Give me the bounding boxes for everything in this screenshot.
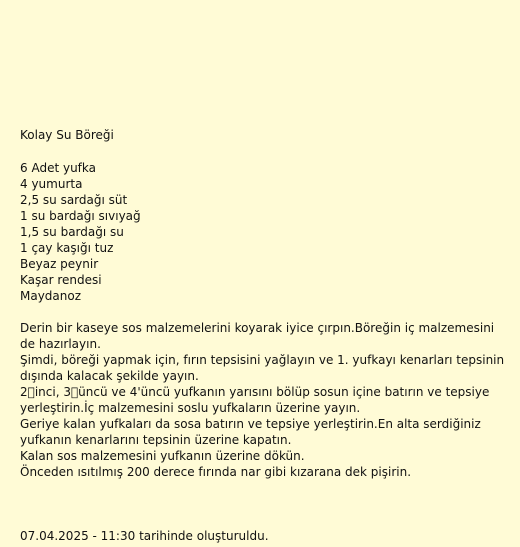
ingredient-item: 1,5 su bardağı su: [20, 225, 124, 239]
direction-step: Geriye kalan yufkaları da sosa batırın ve tepsiye yerleştirin.En alta serdiğiniz yufkanın kenarlarını tepsinin üzerine kapatın.: [20, 417, 481, 447]
ingredient-item: Maydanoz: [20, 289, 82, 303]
ingredient-item: 1 çay kaşığı tuz: [20, 241, 114, 255]
ingredient-item: Kaşar rendesi: [20, 273, 102, 287]
direction-step: Önceden ısıtılmış 200 derece fırında nar gibi kızarana dek pişirin.: [20, 465, 412, 479]
direction-step: 2 inci, 3 üncü ve 4'üncü yufkanın yarısını bölüp sosun içine batırın ve tepsiye yerleştirin.İç malzemesini soslu yufkaların üzerine yayın.: [20, 385, 490, 415]
directions-list: [20, 320, 510, 480]
recipe-title: Kolay Su Böreği: [20, 128, 114, 142]
recipe-content: [20, 127, 510, 480]
ingredient-item: 4 yumurta: [20, 177, 83, 191]
ingredient-list: [20, 160, 510, 304]
direction-step: Derin bir kaseye sos malzemelerini koyarak iyice çırpın.Böreğin iç malzemesini de hazırlayın.: [20, 321, 495, 351]
ingredient-item: 1 su bardağı sıvıyağ: [20, 209, 141, 223]
direction-step: Kalan sos malzemesini yufkanın üzerine dökün.: [20, 449, 305, 463]
ingredient-item: Beyaz peynir: [20, 257, 99, 271]
ingredient-item: 6 Adet yufka: [20, 161, 96, 175]
direction-step: Şimdi, böreği yapmak için, fırın tepsisini yağlayın ve 1. yufkayı kenarları tepsinin dışında kalacak şekilde yayın.: [20, 353, 505, 383]
ingredient-item: 2,5 su sardağı süt: [20, 193, 128, 207]
created-timestamp: 07.04.2025 - 11:30 tarihinde oluşturuldu.: [20, 529, 269, 543]
